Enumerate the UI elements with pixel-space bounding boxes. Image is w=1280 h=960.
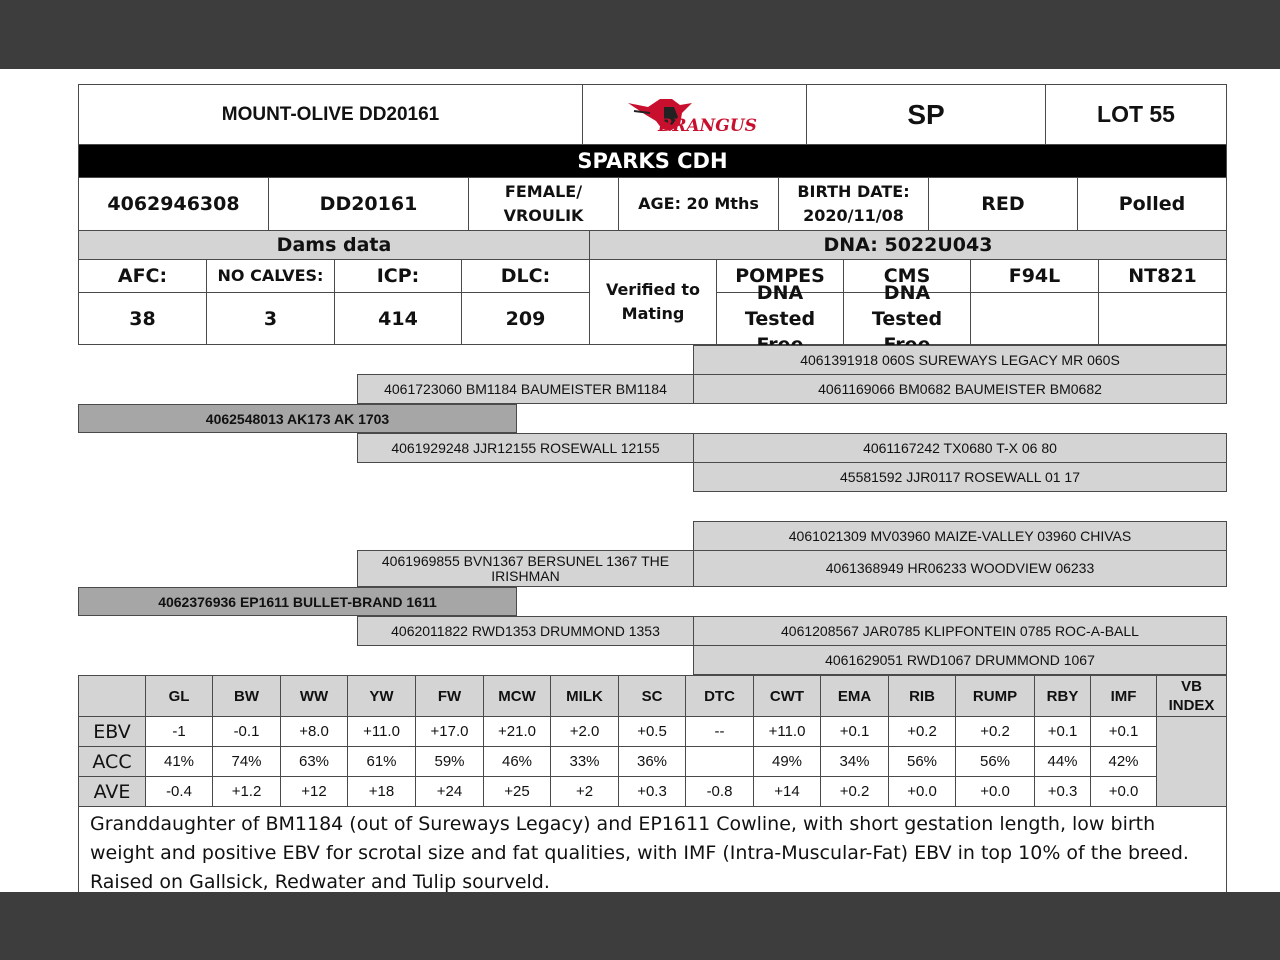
ave-cell: +14 <box>753 776 821 807</box>
animal-title-bar <box>78 144 1227 178</box>
dna-header-pompes: POMPES <box>716 259 844 293</box>
pedigree-dam-sire: 4061969855 BVN1367 BERSUNEL 1367 THE IRISHMAN <box>357 550 694 587</box>
ebv-header-dtc: DTC <box>685 675 754 717</box>
ebv-cell: +21.0 <box>483 716 551 747</box>
animal-id: DD20161 <box>268 177 469 231</box>
ebv-header-mcw: MCW <box>483 675 551 717</box>
ave-cell: +0.3 <box>618 776 686 807</box>
ebv-cell: -0.1 <box>212 716 281 747</box>
ebv-header-ww: WW <box>280 675 348 717</box>
ebv-cell: +0.2 <box>888 716 956 747</box>
ave-cell: +0.0 <box>888 776 956 807</box>
ebv-header-bw: BW <box>212 675 281 717</box>
pedigree-sire-dam: 4061929248 JJR12155 ROSEWALL 12155 <box>357 433 694 463</box>
horn-status: Polled <box>1077 177 1227 231</box>
logo-text: BRANGUS <box>657 115 757 136</box>
acc-cell: 56% <box>888 746 956 777</box>
ebv-cell: +11.0 <box>347 716 416 747</box>
pedigree-dam-sire-dam: 4061368949 HR06233 WOODVIEW 06233 <box>693 550 1227 587</box>
dams-header-icp: ICP: <box>334 259 462 293</box>
animal-name-cell <box>78 84 583 145</box>
dna-value-nt821 <box>1098 292 1227 345</box>
ebv-cell: +0.2 <box>955 716 1035 747</box>
ebv-row-label: EBV <box>78 716 146 747</box>
acc-cell: 41% <box>145 746 213 777</box>
code-cell <box>806 84 1046 145</box>
pedigree-dam-sire-sire: 4061021309 MV03960 MAIZE-VALLEY 03960 CHIVAS <box>693 521 1227 551</box>
verified-to-mating: Verified to Mating <box>589 259 717 345</box>
ave-cell: +24 <box>415 776 484 807</box>
ebv-cell: +17.0 <box>415 716 484 747</box>
ebv-cell: +0.5 <box>618 716 686 747</box>
pedigree-sire: 4062548013 AK173 AK 1703 <box>78 404 517 433</box>
pedigree-sire-sire-dam: 4061169066 BM0682 BAUMEISTER BM0682 <box>693 374 1227 404</box>
acc-cell: 61% <box>347 746 416 777</box>
brangus-logo <box>582 84 807 145</box>
ebv-cell: +0.1 <box>820 716 889 747</box>
ebv-cell: +8.0 <box>280 716 348 747</box>
colour: RED <box>928 177 1078 231</box>
birth-date: 2020/11/08 <box>803 206 904 225</box>
ave-cell: +0.0 <box>1090 776 1157 807</box>
dams-value-icp: 414 <box>334 292 462 345</box>
ave-row-label: AVE <box>78 776 146 807</box>
ebv-header-milk: MILK <box>550 675 619 717</box>
top-frame-bar <box>0 0 1280 69</box>
acc-cell: 42% <box>1090 746 1157 777</box>
ave-cell: +0.2 <box>820 776 889 807</box>
ebv-header-fw: FW <box>415 675 484 717</box>
dams-header-afc: AFC: <box>78 259 207 293</box>
ave-cell: +18 <box>347 776 416 807</box>
pedigree-sire-sire: 4061723060 BM1184 BAUMEISTER BM1184 <box>357 374 694 404</box>
lot-number: LOT 55 <box>1097 101 1175 127</box>
vb-index-value <box>1156 716 1227 807</box>
acc-cell: 74% <box>212 746 281 777</box>
acc-cell: 36% <box>618 746 686 777</box>
ebv-cell: +11.0 <box>753 716 821 747</box>
dna-value-f94l <box>970 292 1099 345</box>
acc-cell: 63% <box>280 746 348 777</box>
animal-name: MOUNT-OLIVE DD20161 <box>221 103 440 125</box>
pedigree-dam-dam-dam: 4061629051 RWD1067 DRUMMOND 1067 <box>693 645 1227 675</box>
category-code: SP <box>907 98 945 130</box>
ebv-header-ema: EMA <box>820 675 889 717</box>
dams-value-no-calves: 3 <box>206 292 335 345</box>
lot-cell <box>1045 84 1227 145</box>
pedigree-sire-dam-sire: 4061167242 TX0680 T-X 06 80 <box>693 433 1227 463</box>
dna-value-cms: DNA Tested <box>843 292 971 345</box>
ave-cell: +0.3 <box>1034 776 1091 807</box>
dna-header-cms: CMS <box>843 259 971 293</box>
animal-description: Granddaughter of BM1184 (out of Sureways Legacy) and EP1611 Cowline, with short gestation length, low birth weight and positive EBV for scrotal size and fat qualities, with IMF (Intra-Muscular-Fat) EBV in top 10% of the breed. Raised on Gallsick, Redwater and Tulip sourveld. <box>78 806 1227 892</box>
ave-cell: +0.0 <box>955 776 1035 807</box>
ebv-header-vb-index: VB INDEX <box>1156 675 1227 717</box>
ebv-cell: +0.1 <box>1034 716 1091 747</box>
bottom-frame-bar <box>0 892 1280 960</box>
acc-cell: 46% <box>483 746 551 777</box>
ave-cell: +1.2 <box>212 776 281 807</box>
dams-value-dlc: 209 <box>461 292 590 345</box>
ebv-cell: -- <box>685 716 754 747</box>
acc-cell: 56% <box>955 746 1035 777</box>
animal-title: SPARKS CDH <box>577 149 728 173</box>
pedigree-dam-dam-sire: 4061208567 JAR0785 KLIPFONTEIN 0785 ROC-A-BALL <box>693 616 1227 646</box>
acc-cell: 34% <box>820 746 889 777</box>
pedigree-sire-dam-dam: 45581592 JJR0117 ROSEWALL 01 17 <box>693 462 1227 492</box>
ave-cell: -0.4 <box>145 776 213 807</box>
ave-cell: +25 <box>483 776 551 807</box>
dna-value-pompes: DNA Tested <box>716 292 844 345</box>
acc-cell: 44% <box>1034 746 1091 777</box>
ebv-cell: +0.1 <box>1090 716 1157 747</box>
dams-data-title: Dams data <box>78 230 590 260</box>
ave-cell: -0.8 <box>685 776 754 807</box>
acc-cell <box>685 746 754 777</box>
birth-date-cell <box>778 177 929 231</box>
dams-header-dlc: DLC: <box>461 259 590 293</box>
ebv-cell: -1 <box>145 716 213 747</box>
age: AGE: 20 Mths <box>618 177 779 231</box>
ave-cell: +12 <box>280 776 348 807</box>
dna-header-nt821: NT821 <box>1098 259 1227 293</box>
acc-cell: 59% <box>415 746 484 777</box>
dams-header-no-calves: NO CALVES: <box>206 259 335 293</box>
pedigree-dam-dam: 4062011822 RWD1353 DRUMMOND 1353 <box>357 616 694 646</box>
pedigree-dam: 4062376936 EP1611 BULLET-BRAND 1611 <box>78 587 517 616</box>
acc-cell: 49% <box>753 746 821 777</box>
ebv-header-imf: IMF <box>1090 675 1157 717</box>
ebv-header-rump: RUMP <box>955 675 1035 717</box>
ebv-header-cwt: CWT <box>753 675 821 717</box>
dna-title: DNA: 5022U043 <box>589 230 1227 260</box>
birth-date-label: BIRTH DATE: <box>797 182 910 201</box>
ebv-header-sc: SC <box>618 675 686 717</box>
ebv-corner <box>78 675 146 717</box>
bull-head-icon <box>620 91 770 139</box>
ebv-cell: +2.0 <box>550 716 619 747</box>
ebv-header-yw: YW <box>347 675 416 717</box>
acc-row-label: ACC <box>78 746 146 777</box>
dna-header-f94l: F94L <box>970 259 1099 293</box>
pedigree-sire-sire-sire: 4061391918 060S SUREWAYS LEGACY MR 060S <box>693 345 1227 375</box>
sex: FEMALE/ VROULIK <box>468 177 619 231</box>
dams-value-afc: 38 <box>78 292 207 345</box>
acc-cell: 33% <box>550 746 619 777</box>
ave-cell: +2 <box>550 776 619 807</box>
ebv-header-rib: RIB <box>888 675 956 717</box>
ebv-header-gl: GL <box>145 675 213 717</box>
registration-number: 4062946308 <box>78 177 269 231</box>
ebv-header-rby: RBY <box>1034 675 1091 717</box>
